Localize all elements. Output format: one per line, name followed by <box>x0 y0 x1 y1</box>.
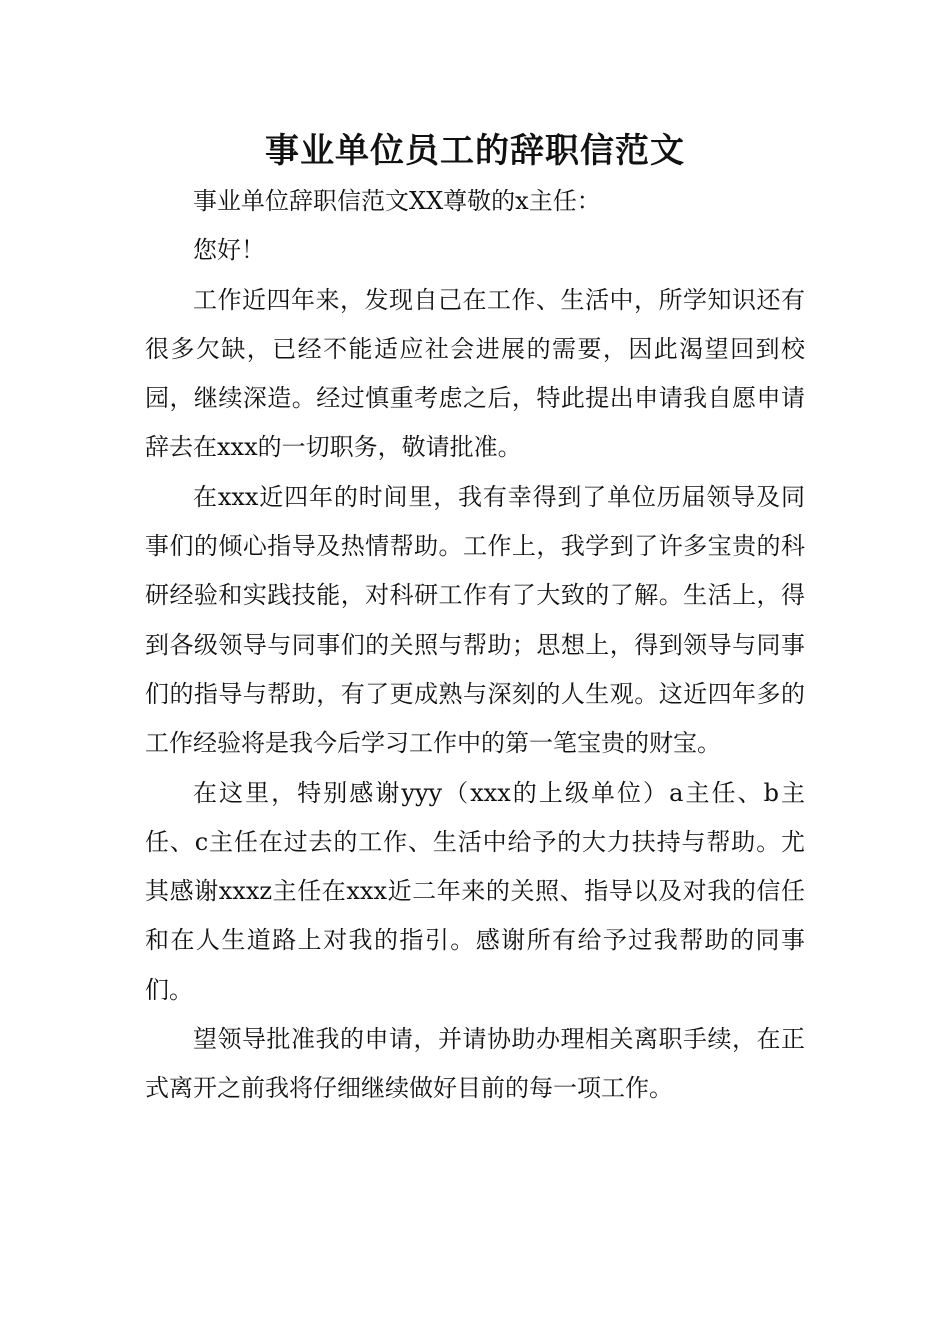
paragraph-salutation: 您好！ <box>193 236 265 265</box>
document-title: 事业单位员工的辞职信范文 <box>265 131 685 171</box>
paragraph-closing-request: 望领导批准我的申请，并请协助办理相关离职手续，在正式离开之前我将仔细继续做好目前的每一项工作。 <box>145 1025 805 1103</box>
paragraph-reason: 工作近四年来，发现自己在工作、生活中，所学知识还有很多欠缺，已经不能适应社会进展的需要，因此渴望回到校园，继续深造。经过慎重考虑之后，特此提出申请我自愿申请辞去在xxx的一切职务，敬请批准。 <box>145 285 805 462</box>
paragraph-gratitude-colleagues: 在xxx近四年的时间里，我有幸得到了单位历届领导及同事们的倾心指导及热情帮助。工作上，我学到了许多宝贵的科研经验和实践技能，对科研工作有了大致的了解。生活上，得到各级领导与同事们的关照与帮助；思想上，得到领导与同事们的指导与帮助，有了更成熟与深刻的人生观。这近四年多的工作经验将是我今后学习工作中的第一笔宝贵的财宝。 <box>145 482 805 758</box>
paragraph-greeting-line: 事业单位辞职信范文XX尊敬的x主任： <box>193 187 601 215</box>
paragraph-special-thanks: 在这里，特别感谢yyy（xxx的上级单位）a主任、b主任、c主任在过去的工作、生活中给予的大力扶持与帮助。尤其感谢xxxz主任在xxx近二年来的关照、指导以及对我的信任和在人生道路上对我的指引。感谢所有给予过我帮助的同事们。 <box>145 778 805 1004</box>
